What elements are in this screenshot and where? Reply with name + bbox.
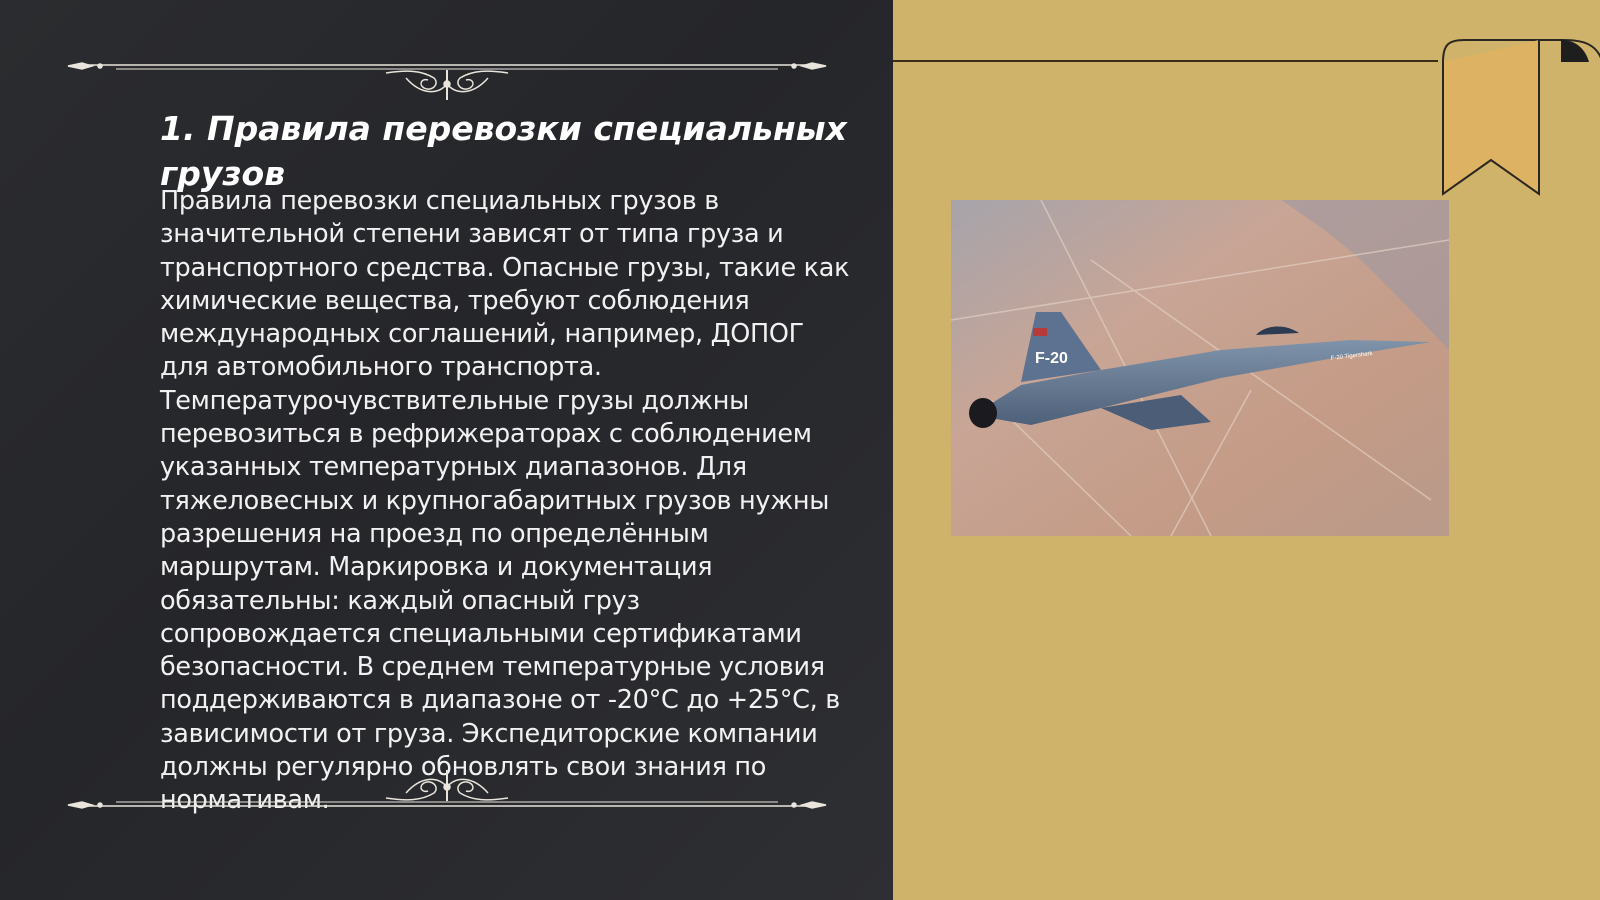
slide-title: 1. Правила перевозки специальных грузов: [160, 109, 847, 193]
top-ornament-icon: [66, 40, 828, 100]
bottom-ornament-icon: [66, 770, 828, 830]
tail-marking: F-20: [1035, 350, 1068, 367]
fuselage-marking: F-20 Tigershark: [1330, 350, 1373, 362]
right-panel: [893, 0, 1600, 900]
header-divider: [893, 60, 1438, 62]
bookmark-ribbon-icon: [1435, 34, 1600, 200]
aircraft-photo: [951, 200, 1449, 536]
slide-body-text: Правила перевозки специальных грузов в значительной степени зависят от типа груза и транспортного средства. Опасные грузы, такие как химические вещества, требуют соблюдения международных соглашений, например, ДОПОГ для автомобильного транспорта. Температурочувствительные грузы должны перевозиться в рефрижераторах с соблюдением указанных температурных диапазонов. Для тяжеловесных и крупногабаритных грузов нужны разрешения на проезд по определённым маршрутам. Маркировка и документация обязательны: каждый опасный груз сопровождается специальными сертификатами безопасности. В среднем температурные условия поддерживаются в диапазоне от -20°C до +25°C, в зависимости от груза. Экспедиторские компании должны регулярно обновлять свои знания по нормативам.: [160, 186, 850, 816]
